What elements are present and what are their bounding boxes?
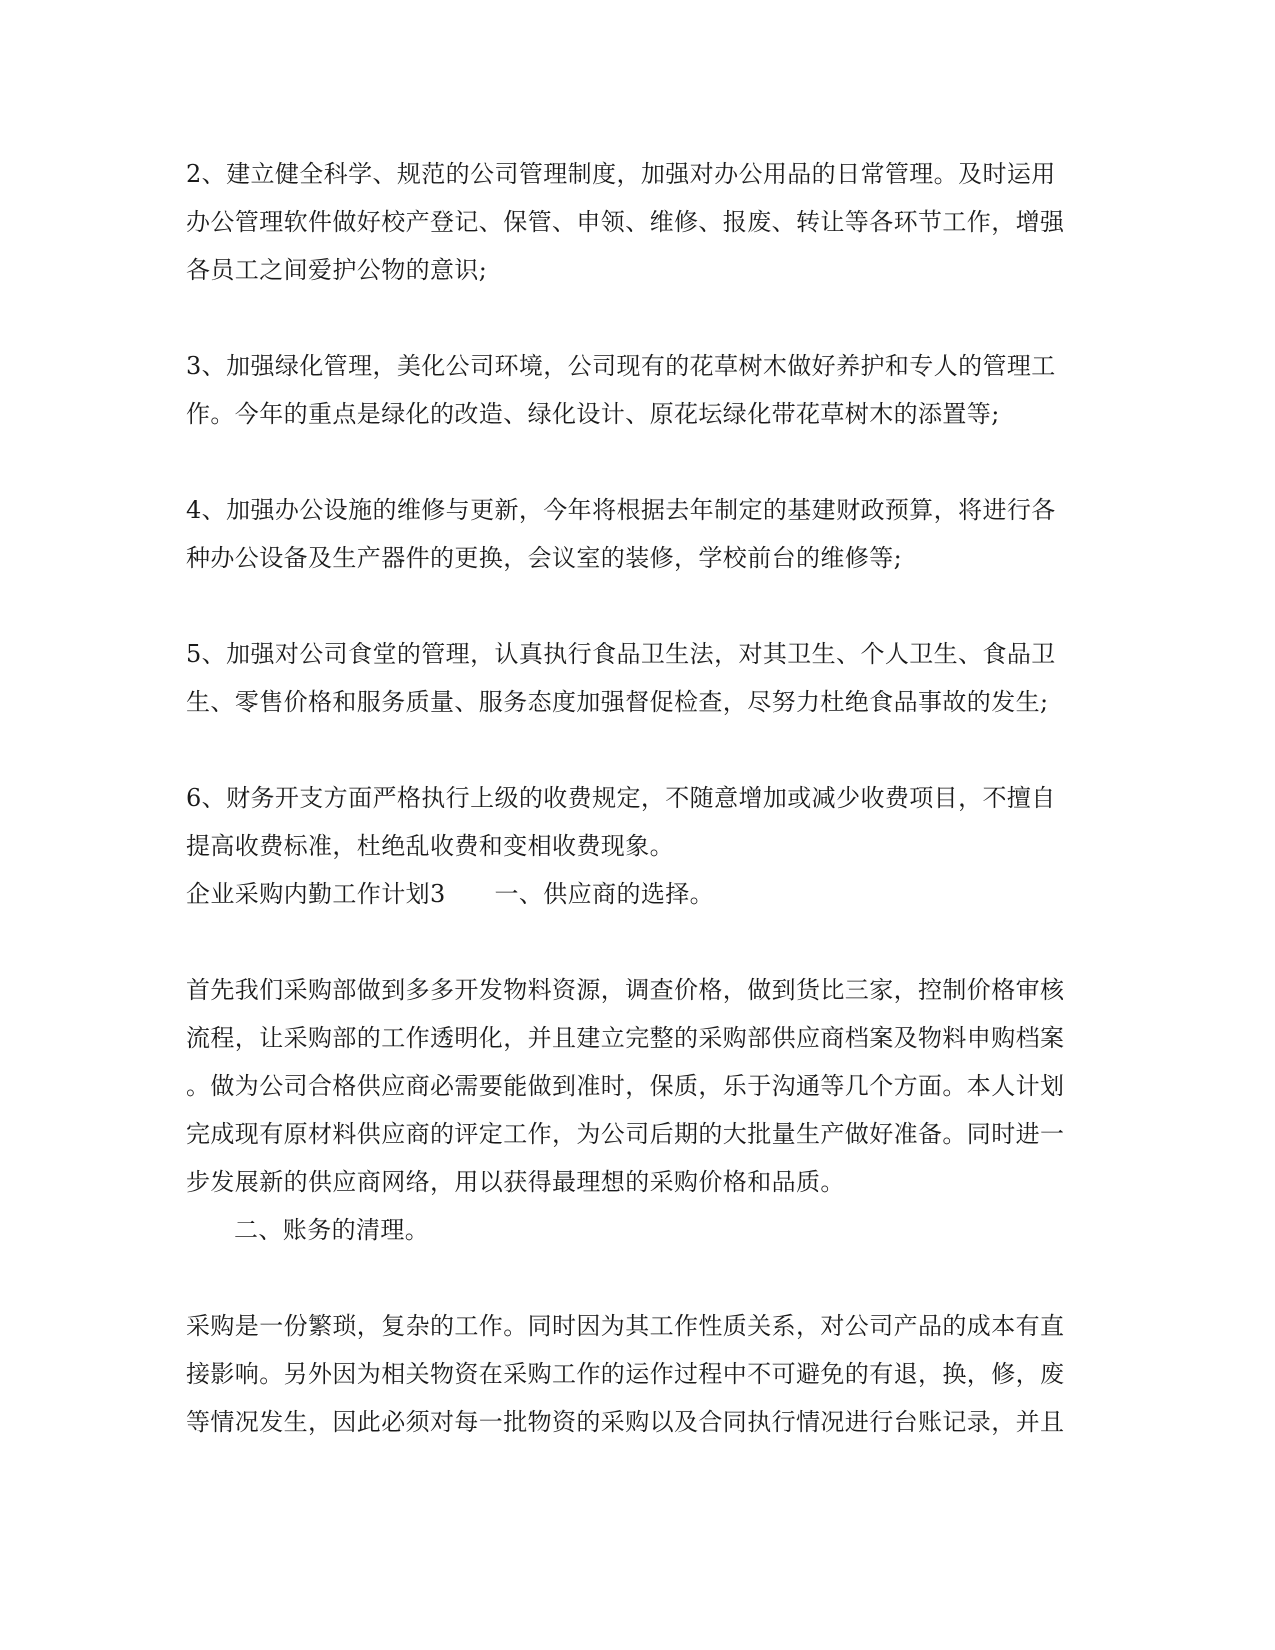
text-line: 步发展新的供应商网络，用以获得最理想的采购价格和品质。 xyxy=(186,1168,845,1196)
text-line: 。做为公司合格供应商必需要能做到准时，保质，乐于沟通等几个方面。本人计划 xyxy=(186,1072,1065,1100)
text-line: 作。今年的重点是绿化的改造、绿化设计、原花坛绿化带花草树木的添置等; xyxy=(186,400,1000,428)
text-line: 完成现有原材料供应商的评定工作，为公司后期的大批量生产做好准备。同时进一 xyxy=(186,1120,1065,1148)
text-line: 种办公设备及生产器件的更换，会议室的装修，学校前台的维修等; xyxy=(186,544,903,572)
section-heading: 二、账务的清理。 xyxy=(234,1216,430,1244)
text-line: 5、加强对公司食堂的管理，认真执行食品卫生法，对其卫生、个人卫生、食品卫 xyxy=(186,640,1056,668)
text-line: 接影响。另外因为相关物资在采购工作的运作过程中不可避免的有退，换，修，废 xyxy=(186,1360,1065,1388)
text-line: 3、加强绿化管理，美化公司环境，公司现有的花草树木做好养护和专人的管理工 xyxy=(186,352,1056,380)
text-line: 采购是一份繁琐，复杂的工作。同时因为其工作性质关系，对公司产品的成本有直 xyxy=(186,1312,1065,1340)
text-line: 2、建立健全科学、规范的公司管理制度，加强对办公用品的日常管理。及时运用 xyxy=(186,160,1056,188)
text-line: 流程，让采购部的工作透明化，并且建立完整的采购部供应商档案及物料申购档案 xyxy=(186,1024,1065,1052)
text-line: 等情况发生，因此必须对每一批物资的采购以及合同执行情况进行台账记录，并且 xyxy=(186,1408,1065,1436)
text-line: 提高收费标准，杜绝乱收费和变相收费现象。 xyxy=(186,832,674,860)
text-line: 办公管理软件做好校产登记、保管、申领、维修、报废、转让等各环节工作，增强 xyxy=(186,208,1065,236)
text-line: 各员工之间爱护公物的意识; xyxy=(186,256,488,284)
text-line: 首先我们采购部做到多多开发物料资源，调查价格，做到货比三家，控制价格审核 xyxy=(186,976,1065,1004)
text-line: 生、零售价格和服务质量、服务态度加强督促检查，尽努力杜绝食品事故的发生; xyxy=(186,688,1049,716)
section-heading: 企业采购内勤工作计划3 一、供应商的选择。 xyxy=(186,880,715,908)
text-line: 4、加强办公设施的维修与更新，今年将根据去年制定的基建财政预算，将进行各 xyxy=(186,496,1056,524)
text-line: 6、财务开支方面严格执行上级的收费规定，不随意增加或减少收费项目，不擅自 xyxy=(186,784,1056,812)
